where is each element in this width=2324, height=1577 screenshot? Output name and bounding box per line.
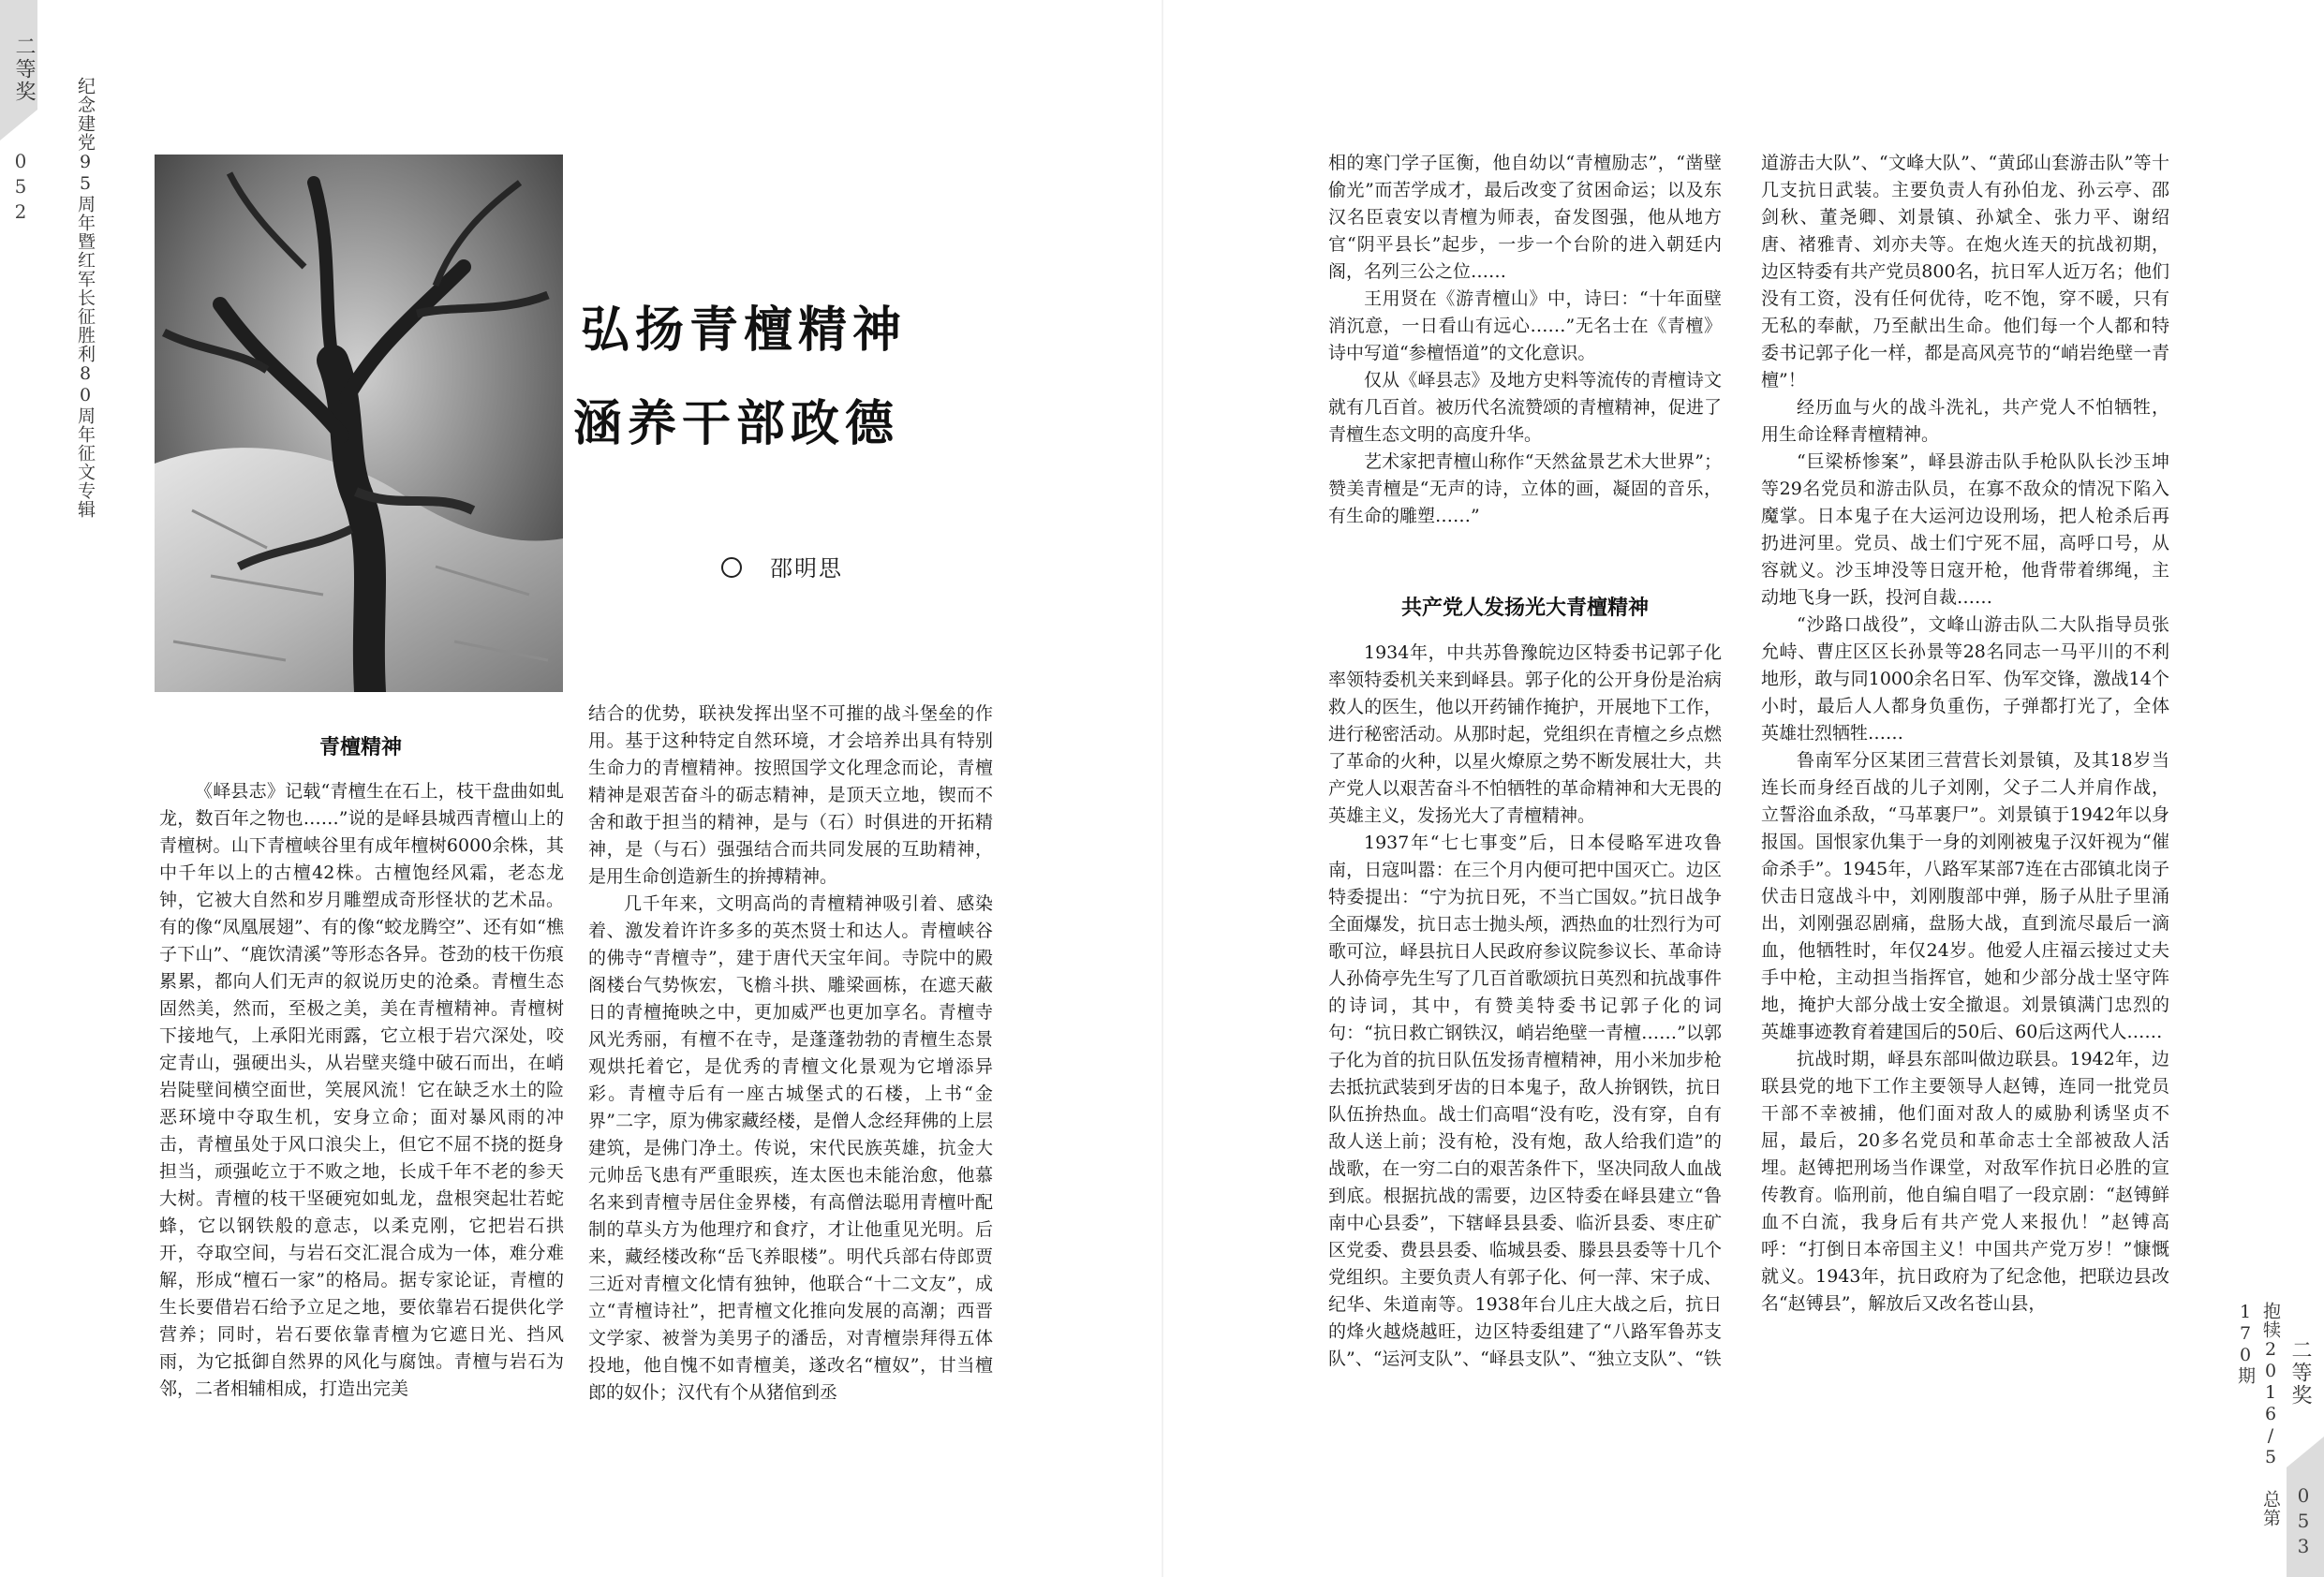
award-label-left: 二等奖 <box>12 36 36 103</box>
body-column-3-top <box>1328 150 1722 559</box>
paragraph: 王用贤在《游青檀山》中，诗曰：“十年面壁消沉意，一日看山有远心……”无名士在《青檀》诗中写道“参檀悟道”的文化意识。 <box>1328 288 1722 363</box>
tree-on-rock-illustration <box>155 155 563 692</box>
circle-bullet-icon <box>721 557 742 578</box>
article-title-line2: 涵养干部政德 <box>573 396 900 452</box>
page-number-left: 052 <box>9 150 32 226</box>
article-title-line1: 弘扬青檀精神 <box>581 302 908 359</box>
paragraph: 抗战时期，峄县东部叫做边联县。1942年，边联县党的地下工作主要领导人赵镈，连同一批党员干部不幸被捕，他们面对敌人的威胁利诱坚贞不屈，最后，20多名党员和革命志士全部被敌人活埋。赵镈把刑场当作课堂，对敌军作抗日必胜的宣传教育。临刑前，他自编自唱了一段京剧：“赵镈鲜血不白流，我身后有共产党人来报仇！”赵镈高呼：“打倒日本帝国主义！中国共产党万岁！”慷慨就义。1943年，抗日政府为了纪念他，把联边县改名“赵镈县”，解放后又改名苍山县， <box>1761 1049 2169 1314</box>
paragraph: 仅从《峄县志》及地方史料等流传的青檀诗文就有几百首。被历代名流赞颂的青檀精神，促进了青檀生态文明的高度升华。 <box>1328 370 1722 445</box>
paragraph: 几千年来，文明高尚的青檀精神吸引着、感染着、激发着许许多多的英杰贤士和达人。青檀峡谷的佛寺“青檀寺”，建于唐代天宝年间。寺院中的殿阁楼台气势恢宏，飞檐斗拱、雕梁画栋，在遮天蔽日的青檀掩映之中，更加威严也更加享名。青檀寺风光秀丽，有檀不在寺，是蓬蓬勃勃的青檀生态景观烘托着它，是优秀的青檀文化景观为它增添异彩。青檀寺后有一座古城堡式的石楼，上书“金界”二字，原为佛家藏经楼，是僧人念经拜佛的上层建筑，是佛门净土。传说，宋代民族英雄，抗金大元帅岳飞患有严重眼疾，连太医也未能治愈，他慕名来到青檀寺居住金界楼，有高僧法聪用青檀叶配制的草头方为他理疗和食疗，才让他重见光明。后来，藏经楼改称“岳飞养眼楼”。明代兵部右侍郎贾三近对青檀文化情有独钟，他联合“十二文友”，成立“青檀诗社”，把青檀文化推向发展的高潮；西晋文学家、被誉为美男子的潘岳，对青檀崇拜得五体投地，他自愧不如青檀美，遂改名“檀奴”，甘当檀郎的奴仆；汉代有个从猪倌到丞 <box>588 893 993 1403</box>
section-heading-communists: 共产党人发扬光大青檀精神 <box>1400 597 1649 620</box>
body-column-4 <box>1761 150 2169 1526</box>
body-column-2 <box>588 700 993 1527</box>
paragraph: 1934年，中共苏鲁豫皖边区特委书记郭子化率领特委机关来到峄县。郭子化的公开身份是治病救人的医生，他以开药铺作掩护，开展地下工作，进行秘密活动。从那时起，党组织在青檀之乡点燃了革命的火种，以星火燎原之势不断发展壮大，共产党人以艰苦奋斗不怕牺牲的革命精神和大无畏的英雄主义，发扬光大了青檀精神。 <box>1328 642 1722 826</box>
body-column-3-bottom <box>1328 640 1722 1526</box>
author-name: 邵明思 <box>770 555 843 582</box>
page-number-right: 053 <box>2292 1484 2315 1560</box>
tree-photo <box>155 155 563 692</box>
section-heading-qingtan-spirit: 青檀精神 <box>318 736 402 759</box>
paragraph: 道游击大队”、“文峰大队”、“黄邱山套游击队”等十几支抗日武装。主要负责人有孙伯龙、孙云亭、邵剑秋、董尧卿、刘景镇、孙斌全、张力平、谢绍唐、褚雅青、刘亦夫等。在炮火连天的抗战初期，边区特委有共产党员800名，抗日军人近万名；他们没有工资，没有任何优待，吃不饱，穿不暖，只有无私的奉献，乃至献出生命。他们每一个人都和特委书记郭子化一样，都是高风亮节的“峭岩绝壁一青檀”！ <box>1761 153 2169 391</box>
award-label-right: 二等奖 <box>2288 1339 2312 1407</box>
paragraph: “巨梁桥惨案”，峄县游击队手枪队队长沙玉坤等29名党员和游击队员，在寡不敌众的情况下陷入魔掌。日本鬼子在大运河边设刑场，把人枪杀后再扔进河里。党员、战士们宁死不屈，高呼口号，从容就义。沙玉坤没等日寇开枪，他背带着绑绳，主动地飞身一跃，投河自裁…… <box>1761 451 2169 608</box>
paragraph: 相的寒门学子匡衡，他自幼以“青檀励志”，“凿壁偷光”而苦学成才，最后改变了贫困命运；以及东汉名臣袁安以青檀为师表，奋发图强，他从地方官“阴平县长”起步，一步一个台阶的进入朝廷内阁，名列三公之位…… <box>1328 153 1722 282</box>
paragraph: 鲁南军分区某团三营营长刘景镇，及其18岁当连长而身经百战的儿子刘刚，父子二人并肩作战，立誓浴血杀敌，“马革裹尸”。刘景镇于1942年以身报国。国恨家仇集于一身的刘刚被鬼子汉奸视为“催命杀手”。1945年，八路军某部7连在古邵镇北岗子伏击日寇战斗中，刘刚腹部中弹，肠子从肚子里涌出，刘刚强忍剧痛，盘肠大战，直到流尽最后一滴血，他牺牲时，年仅24岁。他爱人庄福云接过丈夫手中枪，主动担当指挥官，她和少部分战士坚守阵地，掩护大部分战士安全撤退。刘景镇满门忠烈的英雄事迹教育着建国后的50后、60后这两代人…… <box>1761 750 2169 1042</box>
paragraph: 《峄县志》记载“青檀生在石上，枝干盘曲如虬龙，数百年之物也……”说的是峄县城西青檀山上的青檀树。山下青檀峡谷里有成年檀树6000余株，其中千年以上的古檀42株。古檀饱经风霜，老态龙钟，它被大自然和岁月雕塑成奇形怪状的艺术品。有的像“凤凰展翅”、有的像“蛟龙腾空”、还有如“樵子下山”、“鹿饮清溪”等形态各异。苍劲的枝干伤痕累累，都向人们无声的叙说历史的沧桑。青檀生态固然美，然而，至极之美，美在青檀精神。青檀树下接地气，上承阳光雨露，它立根于岩穴深处，咬定青山，强硬出头，从岩壁夹缝中破石而出，在峭岩陡壁间横空面世，笑展风流！它在缺乏水土的险恶环境中夺取生机，安身立命；面对暴风雨的冲击，青檀虽处于风口浪尖上，但它不屈不挠的挺身担当，顽强屹立于不败之地，长成千年不老的参天大树。青檀的枝干坚硬宛如虬龙，盘根突起壮若蛇蜂，它以钢铁般的意志，以柔克刚，它把岩石拱开，夺取空间，与岩石交汇混合成为一体，难分难解，形成“檀石一家”的格局。据专家论证，青檀的生长要借岩石给予立足之地，要依靠岩石提供化学营养；同时，岩石要依靠青檀为它遮日光、挡风雨，为它抵御自然界的风化与腐蚀。青檀与岩石为邻，二者相辅相成，打造出完美 <box>159 781 564 1399</box>
paragraph: 结合的优势，联袂发挥出坚不可摧的战斗堡垒的作用。基于这种特定自然环境，才会培养出具有特别生命力的青檀精神。按照国学文化理念而论，青檀精神是艰苦奋斗的砺志精神，是顶天立地，锲而不舍和敢于担当的精神，是与（石）时俱进的开拓精神，是（与石）强强结合而共同发展的互助精神，是用生命创造新生的拚搏精神。 <box>588 703 993 887</box>
series-caption: 纪念建党95周年暨红军长征胜利80周年征文专辑 <box>75 77 96 519</box>
page-gutter <box>1162 0 1163 1577</box>
author-byline <box>721 550 843 582</box>
body-column-1 <box>159 778 564 1527</box>
paragraph: 艺术家把青檀山称作“天然盆景艺术大世界”；赞美青檀是“无声的诗，立体的画，凝固的音乐，有生命的雕塑……” <box>1328 451 1722 526</box>
paragraph: 1937年“七七事变”后，日本侵略军进攻鲁南，日寇叫嚣：在三个月内便可把中国灭亡。边区特委提出：“宁为抗日死，不当亡国奴。”抗日战争全面爆发，抗日志士抛头颅，洒热血的壮烈行为可歌可泣，峄县抗日人民政府参议院参议长、革命诗人孙倚亭先生写了几百首歌颂抗日英烈和抗战事件的诗词，其中，有赞美特委书记郭子化的词句：“抗日救亡钢铁汉，峭岩绝壁一青檀……”以郭子化为首的抗日队伍发扬青檀精神，用小米加步枪去抵抗武装到牙齿的日本鬼子，敌人拚钢铁，抗日队伍拚热血。战士们高唱“没有吃，没有穿，自有敌人送上前；没有枪，没有炮，敌人给我们造”的战歌，在一穷二白的艰苦条件下，坚决同敌人血战到底。根据抗战的需要，边区特委在峄县建立“鲁南中心县委”，下辖峄县县委、临沂县委、枣庄矿区党委、费县县委、临城县委、滕县县委等十几个党组织。主要负责人有郭子化、何一萍、宋子成、纪华、朱道南等。1938年台儿庄大战之后，抗日的烽火越烧越旺，边区特委组建了“八路军鲁苏支队”、“运河支队”、“峄县支队”、“独立支队”、“铁 <box>1328 833 1722 1369</box>
paragraph: 经历血与火的战斗洗礼，共产党人不怕牺牲，用生命诠释青檀精神。 <box>1761 397 2169 445</box>
paragraph: “沙路口战役”，文峰山游击队二大队指导员张允峙、曹庄区区长孙景等28名同志一马平川的不利地形，敢与同1000余名日军、伪军交锋，激战14个小时，最后人人都身负重伤，子弹都打光了，全体英雄壮烈牺牲…… <box>1761 614 2169 744</box>
issue-caption: 抱犊2016/5 总第170期 <box>2235 1302 2281 1527</box>
